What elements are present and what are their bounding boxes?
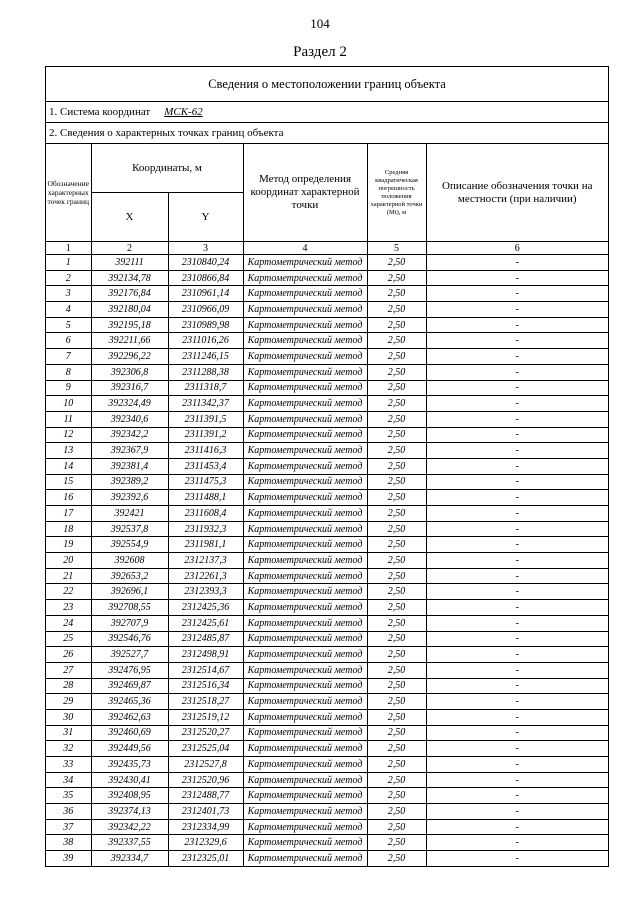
coord-x: 392707,9 bbox=[91, 615, 168, 631]
point-number: 1 bbox=[46, 255, 91, 271]
point-number: 25 bbox=[46, 631, 91, 647]
table-row bbox=[46, 427, 608, 443]
coord-x: 392408,95 bbox=[91, 788, 168, 804]
point-number: 7 bbox=[46, 349, 91, 365]
boundary-info-frame bbox=[45, 66, 609, 867]
method: Картометрический метод bbox=[243, 631, 367, 647]
method: Картометрический метод bbox=[243, 427, 367, 443]
coord-x: 392211,66 bbox=[91, 333, 168, 349]
coord-x: 392337,55 bbox=[91, 835, 168, 851]
error-value: 2,50 bbox=[367, 725, 426, 741]
coord-y: 2312520,96 bbox=[168, 772, 243, 788]
table-row bbox=[46, 568, 608, 584]
error-value: 2,50 bbox=[367, 537, 426, 553]
method: Картометрический метод bbox=[243, 380, 367, 396]
point-number: 35 bbox=[46, 788, 91, 804]
method: Картометрический метод bbox=[243, 600, 367, 616]
point-description: - bbox=[426, 537, 608, 553]
coord-system-row bbox=[46, 102, 608, 123]
error-value: 2,50 bbox=[367, 349, 426, 365]
error-value: 2,50 bbox=[367, 851, 426, 866]
coord-x: 392435,73 bbox=[91, 757, 168, 773]
error-value: 2,50 bbox=[367, 474, 426, 490]
table-row bbox=[46, 615, 608, 631]
point-description: - bbox=[426, 694, 608, 710]
error-value: 2,50 bbox=[367, 835, 426, 851]
point-number: 13 bbox=[46, 443, 91, 459]
method: Картометрический метод bbox=[243, 678, 367, 694]
table-row bbox=[46, 741, 608, 757]
table-row bbox=[46, 757, 608, 773]
coord-x: 392708,55 bbox=[91, 600, 168, 616]
column-number: 4 bbox=[243, 242, 367, 255]
coord-x: 392546,76 bbox=[91, 631, 168, 647]
coord-x: 392392,6 bbox=[91, 490, 168, 506]
point-number: 24 bbox=[46, 615, 91, 631]
table-row bbox=[46, 255, 608, 271]
point-description: - bbox=[426, 819, 608, 835]
error-value: 2,50 bbox=[367, 819, 426, 835]
point-number: 29 bbox=[46, 694, 91, 710]
section-title: Раздел 2 bbox=[293, 44, 347, 60]
point-description: - bbox=[426, 647, 608, 663]
table-row bbox=[46, 411, 608, 427]
method: Картометрический метод bbox=[243, 474, 367, 490]
point-description: - bbox=[426, 302, 608, 318]
point-number: 18 bbox=[46, 521, 91, 537]
table-row bbox=[46, 804, 608, 820]
point-description: - bbox=[426, 506, 608, 522]
method: Картометрический метод bbox=[243, 772, 367, 788]
coord-x: 392180,04 bbox=[91, 302, 168, 318]
table-row bbox=[46, 851, 608, 866]
point-description: - bbox=[426, 427, 608, 443]
coord-x: 392462,63 bbox=[91, 709, 168, 725]
table-row bbox=[46, 537, 608, 553]
point-description: - bbox=[426, 255, 608, 271]
table-row bbox=[46, 521, 608, 537]
point-number: 11 bbox=[46, 411, 91, 427]
column-number: 2 bbox=[91, 242, 168, 255]
coord-y: 2312329,6 bbox=[168, 835, 243, 851]
method: Картометрический метод bbox=[243, 615, 367, 631]
table-row bbox=[46, 631, 608, 647]
point-description: - bbox=[426, 709, 608, 725]
point-number: 26 bbox=[46, 647, 91, 663]
table-row bbox=[46, 396, 608, 412]
table-row bbox=[46, 709, 608, 725]
error-value: 2,50 bbox=[367, 490, 426, 506]
coord-y: 2312137,3 bbox=[168, 553, 243, 569]
table-row bbox=[46, 490, 608, 506]
error-value: 2,50 bbox=[367, 615, 426, 631]
coord-y: 2311246,15 bbox=[168, 349, 243, 365]
method: Картометрический метод bbox=[243, 757, 367, 773]
table-row bbox=[46, 835, 608, 851]
method: Картометрический метод bbox=[243, 411, 367, 427]
error-value: 2,50 bbox=[367, 772, 426, 788]
coord-x: 392134,78 bbox=[91, 270, 168, 286]
point-number: 31 bbox=[46, 725, 91, 741]
table-row bbox=[46, 333, 608, 349]
point-number: 28 bbox=[46, 678, 91, 694]
error-value: 2,50 bbox=[367, 364, 426, 380]
coord-y: 2312525,04 bbox=[168, 741, 243, 757]
table-row bbox=[46, 286, 608, 302]
coord-x: 392430,41 bbox=[91, 772, 168, 788]
coord-y: 2312498,91 bbox=[168, 647, 243, 663]
frame-title: Сведения о местоположении границ объекта bbox=[46, 67, 608, 102]
table-row bbox=[46, 380, 608, 396]
coord-y: 2310866,84 bbox=[168, 270, 243, 286]
coord-y: 2312514,67 bbox=[168, 662, 243, 678]
coord-x: 392421 bbox=[91, 506, 168, 522]
column-numbers-row bbox=[46, 242, 608, 255]
points-table bbox=[46, 144, 608, 866]
method: Картометрический метод bbox=[243, 302, 367, 318]
column-number: 6 bbox=[426, 242, 608, 255]
error-value: 2,50 bbox=[367, 427, 426, 443]
error-value: 2,50 bbox=[367, 647, 426, 663]
method: Картометрический метод bbox=[243, 537, 367, 553]
coord-y: 2310961,14 bbox=[168, 286, 243, 302]
coord-x: 392653,2 bbox=[91, 568, 168, 584]
coord-y: 2312527,8 bbox=[168, 757, 243, 773]
error-value: 2,50 bbox=[367, 600, 426, 616]
coord-x: 392449,56 bbox=[91, 741, 168, 757]
error-value: 2,50 bbox=[367, 584, 426, 600]
coord-x: 392527,7 bbox=[91, 647, 168, 663]
method: Картометрический метод bbox=[243, 286, 367, 302]
point-number: 23 bbox=[46, 600, 91, 616]
point-number: 3 bbox=[46, 286, 91, 302]
point-description: - bbox=[426, 396, 608, 412]
error-value: 2,50 bbox=[367, 458, 426, 474]
method: Картометрический метод bbox=[243, 584, 367, 600]
table-row bbox=[46, 506, 608, 522]
method: Картометрический метод bbox=[243, 788, 367, 804]
table-row bbox=[46, 788, 608, 804]
point-number: 10 bbox=[46, 396, 91, 412]
point-number: 14 bbox=[46, 458, 91, 474]
table-row bbox=[46, 678, 608, 694]
point-number: 37 bbox=[46, 819, 91, 835]
method: Картометрический метод bbox=[243, 835, 367, 851]
coord-y: 2311981,1 bbox=[168, 537, 243, 553]
point-description: - bbox=[426, 600, 608, 616]
point-number: 4 bbox=[46, 302, 91, 318]
error-value: 2,50 bbox=[367, 521, 426, 537]
coord-x: 392316,7 bbox=[91, 380, 168, 396]
header-coords: Координаты, м bbox=[91, 144, 243, 193]
coord-x: 392111 bbox=[91, 255, 168, 271]
point-description: - bbox=[426, 364, 608, 380]
point-number: 32 bbox=[46, 741, 91, 757]
point-number: 22 bbox=[46, 584, 91, 600]
point-description: - bbox=[426, 474, 608, 490]
header-method: Метод определения координат характерной точки bbox=[243, 144, 367, 242]
point-number: 16 bbox=[46, 490, 91, 506]
coord-x: 392374,13 bbox=[91, 804, 168, 820]
coord-y: 2312485,87 bbox=[168, 631, 243, 647]
point-number: 12 bbox=[46, 427, 91, 443]
coord-y: 2312325,01 bbox=[168, 851, 243, 866]
point-description: - bbox=[426, 757, 608, 773]
header-description: Описание обозначения точки на местности (при наличии) bbox=[426, 144, 608, 242]
error-value: 2,50 bbox=[367, 411, 426, 427]
coord-y: 2310966,09 bbox=[168, 302, 243, 318]
point-description: - bbox=[426, 411, 608, 427]
point-number: 39 bbox=[46, 851, 91, 866]
error-value: 2,50 bbox=[367, 568, 426, 584]
point-number: 30 bbox=[46, 709, 91, 725]
coord-y: 2311342,37 bbox=[168, 396, 243, 412]
coord-y: 2311453,4 bbox=[168, 458, 243, 474]
coord-y: 2312488,77 bbox=[168, 788, 243, 804]
coord-x: 392367,9 bbox=[91, 443, 168, 459]
method: Картометрический метод bbox=[243, 490, 367, 506]
method: Картометрический метод bbox=[243, 255, 367, 271]
error-value: 2,50 bbox=[367, 286, 426, 302]
point-number: 38 bbox=[46, 835, 91, 851]
table-row bbox=[46, 600, 608, 616]
table-row bbox=[46, 772, 608, 788]
coord-x: 392340,6 bbox=[91, 411, 168, 427]
error-value: 2,50 bbox=[367, 270, 426, 286]
method: Картометрический метод bbox=[243, 553, 367, 569]
point-number: 27 bbox=[46, 662, 91, 678]
coord-system-label: 1. Система координат bbox=[49, 106, 151, 118]
error-value: 2,50 bbox=[367, 506, 426, 522]
error-value: 2,50 bbox=[367, 678, 426, 694]
error-value: 2,50 bbox=[367, 380, 426, 396]
coord-y: 2311488,1 bbox=[168, 490, 243, 506]
coord-x: 392460,69 bbox=[91, 725, 168, 741]
column-number: 5 bbox=[367, 242, 426, 255]
method: Картометрический метод bbox=[243, 506, 367, 522]
error-value: 2,50 bbox=[367, 255, 426, 271]
error-value: 2,50 bbox=[367, 553, 426, 569]
point-number: 9 bbox=[46, 380, 91, 396]
method: Картометрический метод bbox=[243, 819, 367, 835]
coord-x: 392296,22 bbox=[91, 349, 168, 365]
coord-y: 2310989,98 bbox=[168, 317, 243, 333]
coord-y: 2312519,12 bbox=[168, 709, 243, 725]
coord-system-value: МСК-62 bbox=[164, 106, 203, 118]
points-table-body bbox=[46, 255, 608, 866]
coord-x: 392469,87 bbox=[91, 678, 168, 694]
point-number: 8 bbox=[46, 364, 91, 380]
table-row bbox=[46, 458, 608, 474]
point-description: - bbox=[426, 725, 608, 741]
coord-y: 2312516,34 bbox=[168, 678, 243, 694]
error-value: 2,50 bbox=[367, 443, 426, 459]
coord-y: 2311318,7 bbox=[168, 380, 243, 396]
coord-y: 2310840,24 bbox=[168, 255, 243, 271]
table-row bbox=[46, 553, 608, 569]
error-value: 2,50 bbox=[367, 788, 426, 804]
point-description: - bbox=[426, 270, 608, 286]
method: Картометрический метод bbox=[243, 804, 367, 820]
point-description: - bbox=[426, 553, 608, 569]
header-y: Y bbox=[168, 193, 243, 242]
column-number: 1 bbox=[46, 242, 91, 255]
header-point-label: Обозначение характерных точек границ bbox=[46, 144, 91, 242]
point-description: - bbox=[426, 317, 608, 333]
point-description: - bbox=[426, 443, 608, 459]
point-number: 17 bbox=[46, 506, 91, 522]
header-error: Средняя квадратическая погрешность положения характерной точки (Mt), м bbox=[367, 144, 426, 242]
point-description: - bbox=[426, 568, 608, 584]
method: Картометрический метод bbox=[243, 647, 367, 663]
error-value: 2,50 bbox=[367, 662, 426, 678]
error-value: 2,50 bbox=[367, 396, 426, 412]
method: Картометрический метод bbox=[243, 396, 367, 412]
coord-x: 392554,9 bbox=[91, 537, 168, 553]
method: Картометрический метод bbox=[243, 521, 367, 537]
page-number: 104 bbox=[310, 16, 330, 31]
method: Картометрический метод bbox=[243, 568, 367, 584]
point-description: - bbox=[426, 631, 608, 647]
coord-x: 392381,4 bbox=[91, 458, 168, 474]
point-description: - bbox=[426, 678, 608, 694]
point-description: - bbox=[426, 521, 608, 537]
point-description: - bbox=[426, 349, 608, 365]
coord-y: 2311416,3 bbox=[168, 443, 243, 459]
point-number: 20 bbox=[46, 553, 91, 569]
point-description: - bbox=[426, 804, 608, 820]
header-x: X bbox=[91, 193, 168, 242]
coord-x: 392608 bbox=[91, 553, 168, 569]
coord-y: 2311391,5 bbox=[168, 411, 243, 427]
error-value: 2,50 bbox=[367, 709, 426, 725]
table-row bbox=[46, 694, 608, 710]
coord-y: 2312401,73 bbox=[168, 804, 243, 820]
table-row bbox=[46, 270, 608, 286]
point-description: - bbox=[426, 662, 608, 678]
coord-x: 392324,49 bbox=[91, 396, 168, 412]
coord-x: 392334,7 bbox=[91, 851, 168, 866]
point-description: - bbox=[426, 333, 608, 349]
point-description: - bbox=[426, 741, 608, 757]
method: Картометрический метод bbox=[243, 270, 367, 286]
points-title: 2. Сведения о характерных точках границ объекта bbox=[46, 123, 608, 144]
method: Картометрический метод bbox=[243, 709, 367, 725]
coord-y: 2312518,27 bbox=[168, 694, 243, 710]
error-value: 2,50 bbox=[367, 631, 426, 647]
error-value: 2,50 bbox=[367, 757, 426, 773]
point-description: - bbox=[426, 286, 608, 302]
coord-x: 392195,18 bbox=[91, 317, 168, 333]
coord-y: 2312520,27 bbox=[168, 725, 243, 741]
error-value: 2,50 bbox=[367, 741, 426, 757]
coord-x: 392306,8 bbox=[91, 364, 168, 380]
point-description: - bbox=[426, 772, 608, 788]
table-row bbox=[46, 364, 608, 380]
error-value: 2,50 bbox=[367, 694, 426, 710]
method: Картометрический метод bbox=[243, 694, 367, 710]
coord-x: 392389,2 bbox=[91, 474, 168, 490]
method: Картометрический метод bbox=[243, 364, 367, 380]
method: Картометрический метод bbox=[243, 741, 367, 757]
point-number: 5 bbox=[46, 317, 91, 333]
method: Картометрический метод bbox=[243, 662, 367, 678]
coord-y: 2311932,3 bbox=[168, 521, 243, 537]
point-description: - bbox=[426, 835, 608, 851]
point-description: - bbox=[426, 615, 608, 631]
point-number: 2 bbox=[46, 270, 91, 286]
coord-y: 2312425,36 bbox=[168, 600, 243, 616]
coord-x: 392537,8 bbox=[91, 521, 168, 537]
coord-x: 392476,95 bbox=[91, 662, 168, 678]
method: Картометрический метод bbox=[243, 443, 367, 459]
coord-x: 392696,1 bbox=[91, 584, 168, 600]
point-description: - bbox=[426, 458, 608, 474]
coord-y: 2311608,4 bbox=[168, 506, 243, 522]
error-value: 2,50 bbox=[367, 804, 426, 820]
point-number: 36 bbox=[46, 804, 91, 820]
coord-y: 2311288,38 bbox=[168, 364, 243, 380]
coord-x: 392176,84 bbox=[91, 286, 168, 302]
point-description: - bbox=[426, 788, 608, 804]
method: Картометрический метод bbox=[243, 349, 367, 365]
coord-y: 2312425,61 bbox=[168, 615, 243, 631]
method: Картометрический метод bbox=[243, 317, 367, 333]
point-number: 19 bbox=[46, 537, 91, 553]
point-number: 34 bbox=[46, 772, 91, 788]
point-description: - bbox=[426, 584, 608, 600]
table-row bbox=[46, 819, 608, 835]
error-value: 2,50 bbox=[367, 302, 426, 318]
table-row bbox=[46, 443, 608, 459]
table-row bbox=[46, 584, 608, 600]
coord-y: 2311391,2 bbox=[168, 427, 243, 443]
point-description: - bbox=[426, 490, 608, 506]
point-number: 21 bbox=[46, 568, 91, 584]
error-value: 2,50 bbox=[367, 333, 426, 349]
coord-x: 392342,2 bbox=[91, 427, 168, 443]
coord-y: 2311016,26 bbox=[168, 333, 243, 349]
point-description: - bbox=[426, 851, 608, 866]
coord-y: 2312261,3 bbox=[168, 568, 243, 584]
coord-y: 2312334,99 bbox=[168, 819, 243, 835]
table-row bbox=[46, 317, 608, 333]
point-number: 15 bbox=[46, 474, 91, 490]
table-row bbox=[46, 474, 608, 490]
table-row bbox=[46, 302, 608, 318]
point-number: 6 bbox=[46, 333, 91, 349]
point-description: - bbox=[426, 380, 608, 396]
column-number: 3 bbox=[168, 242, 243, 255]
point-number: 33 bbox=[46, 757, 91, 773]
error-value: 2,50 bbox=[367, 317, 426, 333]
table-row bbox=[46, 349, 608, 365]
coord-y: 2312393,3 bbox=[168, 584, 243, 600]
coord-x: 392342,22 bbox=[91, 819, 168, 835]
method: Картометрический метод bbox=[243, 851, 367, 866]
coord-x: 392465,36 bbox=[91, 694, 168, 710]
table-row bbox=[46, 662, 608, 678]
table-row bbox=[46, 647, 608, 663]
method: Картометрический метод bbox=[243, 333, 367, 349]
method: Картометрический метод bbox=[243, 458, 367, 474]
method: Картометрический метод bbox=[243, 725, 367, 741]
table-row bbox=[46, 725, 608, 741]
coord-y: 2311475,3 bbox=[168, 474, 243, 490]
